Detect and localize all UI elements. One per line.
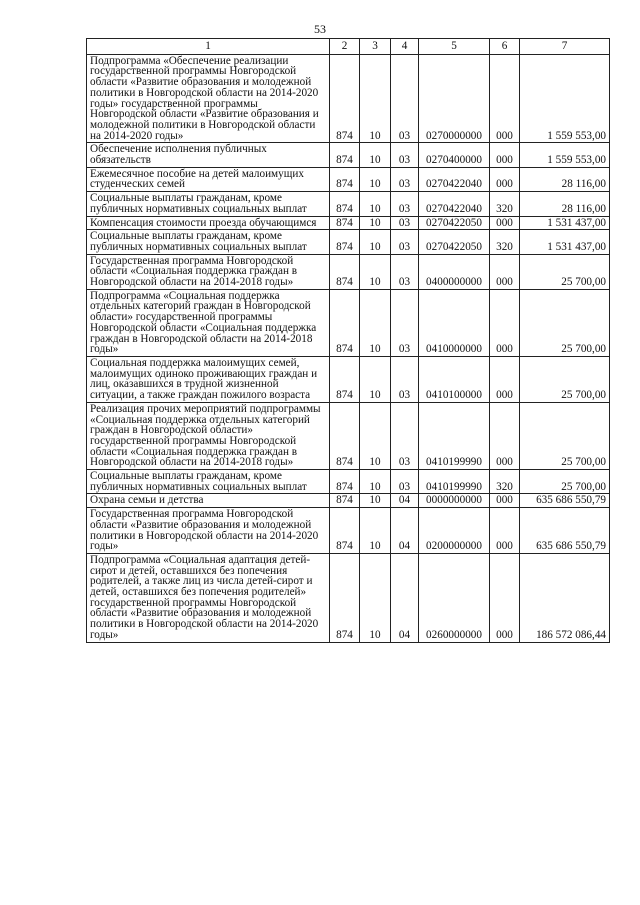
row-name: Компенсация стоимости проезда обучающимся bbox=[87, 216, 330, 230]
cell-section: 10 bbox=[360, 167, 391, 191]
cell-subsection: 03 bbox=[391, 254, 419, 289]
row-name: Социальные выплаты гражданам, кроме публичных нормативных социальных выплат bbox=[87, 470, 330, 494]
cell-department: 874 bbox=[330, 230, 360, 254]
row-name: Охрана семьи и детства bbox=[87, 494, 330, 508]
cell-department: 874 bbox=[330, 167, 360, 191]
cell-amount: 1 531 437,00 bbox=[520, 230, 610, 254]
row-name: Подпрограмма «Социальная адаптация детей-сирот и детей, оставшихся без попечения родителей, а также лиц из числа детей-сирот и детей, оставшихся без попечения родителей» государственной программы Новгородской области «Развитие образования и молодежной политики в Новгородской области на 2014-2020 годы» bbox=[87, 553, 330, 642]
table-row bbox=[87, 289, 610, 356]
cell-subsection: 03 bbox=[391, 216, 419, 230]
cell-department: 874 bbox=[330, 508, 360, 554]
cell-amount: 25 700,00 bbox=[520, 402, 610, 469]
cell-section: 10 bbox=[360, 192, 391, 216]
cell-department: 874 bbox=[330, 356, 360, 402]
cell-expense-type: 000 bbox=[490, 254, 520, 289]
cell-department: 874 bbox=[330, 54, 360, 143]
cell-target-article: 0270422050 bbox=[419, 230, 490, 254]
row-name: Социальные выплаты гражданам, кроме публичных нормативных социальных выплат bbox=[87, 230, 330, 254]
table-row bbox=[87, 356, 610, 402]
row-name: Подпрограмма «Социальная поддержка отдельных категорий граждан в Новгородской области» государственной программы Новгородской области «Социальная поддержка граждан в Новгородской области на 2014-2018 годы» bbox=[87, 289, 330, 356]
cell-amount: 25 700,00 bbox=[520, 470, 610, 494]
header-col-4: 4 bbox=[391, 39, 419, 55]
table-row bbox=[87, 54, 610, 143]
cell-section: 10 bbox=[360, 356, 391, 402]
cell-target-article: 0410199990 bbox=[419, 470, 490, 494]
budget-table bbox=[86, 38, 610, 643]
table-row bbox=[87, 402, 610, 469]
row-name: Социальные выплаты гражданам, кроме публичных нормативных социальных выплат bbox=[87, 192, 330, 216]
header-col-1: 1 bbox=[87, 39, 330, 55]
cell-subsection: 03 bbox=[391, 402, 419, 469]
table-row bbox=[87, 494, 610, 508]
cell-target-article: 0270000000 bbox=[419, 54, 490, 143]
cell-section: 10 bbox=[360, 216, 391, 230]
cell-department: 874 bbox=[330, 402, 360, 469]
cell-expense-type: 000 bbox=[490, 494, 520, 508]
cell-subsection: 03 bbox=[391, 167, 419, 191]
cell-section: 10 bbox=[360, 494, 391, 508]
table-row bbox=[87, 167, 610, 191]
cell-subsection: 03 bbox=[391, 143, 419, 167]
cell-department: 874 bbox=[330, 289, 360, 356]
table-row bbox=[87, 553, 610, 642]
cell-section: 10 bbox=[360, 254, 391, 289]
cell-section: 10 bbox=[360, 54, 391, 143]
table-row bbox=[87, 230, 610, 254]
cell-amount: 25 700,00 bbox=[520, 289, 610, 356]
cell-amount: 25 700,00 bbox=[520, 356, 610, 402]
cell-expense-type: 000 bbox=[490, 402, 520, 469]
cell-department: 874 bbox=[330, 192, 360, 216]
cell-target-article: 0410100000 bbox=[419, 356, 490, 402]
table-row bbox=[87, 192, 610, 216]
cell-department: 874 bbox=[330, 553, 360, 642]
cell-expense-type: 000 bbox=[490, 167, 520, 191]
row-name: Государственная программа Новгородской области «Развитие образования и молодежной политики в Новгородской области на 2014-2020 годы» bbox=[87, 508, 330, 554]
cell-amount: 186 572 086,44 bbox=[520, 553, 610, 642]
header-col-7: 7 bbox=[520, 39, 610, 55]
cell-amount: 1 559 553,00 bbox=[520, 54, 610, 143]
cell-target-article: 0270422050 bbox=[419, 216, 490, 230]
cell-expense-type: 000 bbox=[490, 553, 520, 642]
cell-section: 10 bbox=[360, 143, 391, 167]
page-number: 53 bbox=[314, 22, 326, 36]
cell-amount: 635 686 550,79 bbox=[520, 494, 610, 508]
row-name: Реализация прочих мероприятий подпрограммы «Социальная поддержка отдельных категорий граждан в Новгородской области» государственной программы Новгородской области «Социальная поддержка граждан в Новгородской области на 2014-2018 годы» bbox=[87, 402, 330, 469]
row-name: Обеспечение исполнения публичных обязательств bbox=[87, 143, 330, 167]
row-name: Государственная программа Новгородской области «Социальная поддержка граждан в Новгородской области на 2014-2018 годы» bbox=[87, 254, 330, 289]
cell-expense-type: 000 bbox=[490, 356, 520, 402]
row-name: Ежемесячное пособие на детей малоимущих студенческих семей bbox=[87, 167, 330, 191]
cell-target-article: 0410199990 bbox=[419, 402, 490, 469]
cell-department: 874 bbox=[330, 216, 360, 230]
row-name: Подпрограмма «Обеспечение реализации государственной программы Новгородской области «Развитие образования и молодежной политики в Новгородской области на 2014-2020 годы» государственной программы Новгородской области «Развитие образования и молодежной политики в Новгородской области на 2014-2020 годы» bbox=[87, 54, 330, 143]
cell-expense-type: 000 bbox=[490, 289, 520, 356]
cell-department: 874 bbox=[330, 254, 360, 289]
cell-section: 10 bbox=[360, 230, 391, 254]
header-col-6: 6 bbox=[490, 39, 520, 55]
cell-department: 874 bbox=[330, 143, 360, 167]
cell-amount: 28 116,00 bbox=[520, 167, 610, 191]
cell-section: 10 bbox=[360, 553, 391, 642]
cell-target-article: 0260000000 bbox=[419, 553, 490, 642]
cell-department: 874 bbox=[330, 494, 360, 508]
cell-expense-type: 320 bbox=[490, 470, 520, 494]
cell-subsection: 03 bbox=[391, 470, 419, 494]
cell-expense-type: 320 bbox=[490, 230, 520, 254]
cell-expense-type: 000 bbox=[490, 143, 520, 167]
header-col-2: 2 bbox=[330, 39, 360, 55]
cell-amount: 1 531 437,00 bbox=[520, 216, 610, 230]
cell-subsection: 03 bbox=[391, 230, 419, 254]
cell-amount: 635 686 550,79 bbox=[520, 508, 610, 554]
cell-subsection: 04 bbox=[391, 508, 419, 554]
cell-expense-type: 000 bbox=[490, 54, 520, 143]
cell-subsection: 03 bbox=[391, 356, 419, 402]
cell-subsection: 03 bbox=[391, 54, 419, 143]
cell-department: 874 bbox=[330, 470, 360, 494]
cell-subsection: 04 bbox=[391, 494, 419, 508]
table-row bbox=[87, 254, 610, 289]
row-name: Социальная поддержка малоимущих семей, малоимущих одиноко проживающих граждан и лиц, оказавшихся в трудной жизненной ситуации, а также граждан пожилого возраста bbox=[87, 356, 330, 402]
cell-section: 10 bbox=[360, 470, 391, 494]
cell-amount: 25 700,00 bbox=[520, 254, 610, 289]
cell-subsection: 03 bbox=[391, 289, 419, 356]
cell-expense-type: 320 bbox=[490, 192, 520, 216]
table-row bbox=[87, 470, 610, 494]
table-row bbox=[87, 216, 610, 230]
cell-amount: 28 116,00 bbox=[520, 192, 610, 216]
header-row bbox=[87, 39, 610, 55]
cell-expense-type: 000 bbox=[490, 216, 520, 230]
cell-expense-type: 000 bbox=[490, 508, 520, 554]
cell-subsection: 04 bbox=[391, 553, 419, 642]
cell-section: 10 bbox=[360, 289, 391, 356]
cell-subsection: 03 bbox=[391, 192, 419, 216]
table-row bbox=[87, 143, 610, 167]
cell-amount: 1 559 553,00 bbox=[520, 143, 610, 167]
cell-target-article: 0000000000 bbox=[419, 494, 490, 508]
cell-target-article: 0410000000 bbox=[419, 289, 490, 356]
header-col-5: 5 bbox=[419, 39, 490, 55]
cell-target-article: 0270422040 bbox=[419, 167, 490, 191]
cell-target-article: 0270400000 bbox=[419, 143, 490, 167]
cell-target-article: 0200000000 bbox=[419, 508, 490, 554]
header-col-3: 3 bbox=[360, 39, 391, 55]
cell-target-article: 0270422040 bbox=[419, 192, 490, 216]
cell-target-article: 0400000000 bbox=[419, 254, 490, 289]
cell-section: 10 bbox=[360, 508, 391, 554]
cell-section: 10 bbox=[360, 402, 391, 469]
table-row bbox=[87, 508, 610, 554]
